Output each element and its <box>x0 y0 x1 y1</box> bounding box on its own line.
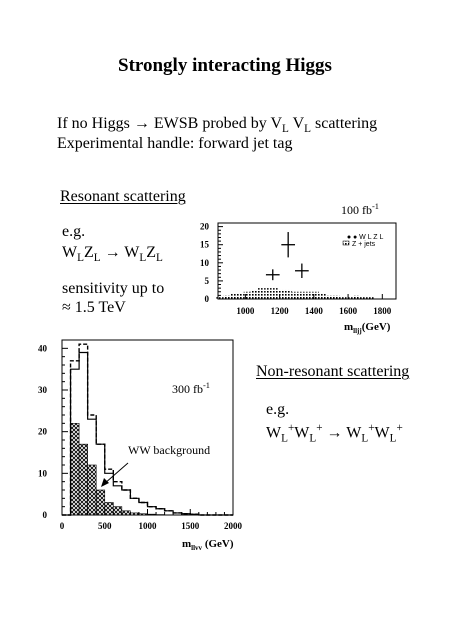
sensitivity-line-1: sensitivity up to <box>62 280 165 297</box>
nonresonant-heading: Non-resonant scattering <box>256 363 410 380</box>
x-tick-label: 500 <box>98 521 112 531</box>
superscript: + <box>368 422 375 434</box>
y-tick-label: 20 <box>38 426 47 437</box>
resonant-eg: e.g. <box>62 223 86 240</box>
x-tick-label: 1500 <box>181 521 200 531</box>
background-bin <box>96 490 105 515</box>
x-tick-label: 1800 <box>373 306 392 316</box>
ww-background-label: WW background <box>128 443 211 457</box>
background-bin <box>113 507 122 515</box>
x-axis-label: $m_{llvv}$ (GeV) <box>182 538 234 552</box>
arrow-symbol: → <box>104 244 121 261</box>
luminosity-label-300 <box>172 382 210 395</box>
legend-entry: ● W L Z L <box>353 234 384 241</box>
subscript: L <box>139 252 147 265</box>
subscript: L <box>282 123 289 136</box>
subscript: L <box>281 432 288 445</box>
reaction-part: W <box>124 244 140 261</box>
y-tick-label: 15 <box>200 239 209 250</box>
x-tick-label: 1000 <box>236 306 255 316</box>
x-tick-label: 0 <box>59 521 65 531</box>
y-tick-label: 5 <box>204 275 209 286</box>
reaction-part: W <box>346 424 362 442</box>
background-bin <box>105 503 114 516</box>
intro-text: EWSB probed by V <box>149 115 283 132</box>
intro-text: If no Higgs <box>57 115 130 132</box>
reaction-part: W <box>294 424 310 442</box>
subscript: L <box>309 432 317 445</box>
lumi-text: 100 fb <box>341 203 372 217</box>
nonresonant-reaction <box>266 423 403 445</box>
sensitivity-line-2: ≈ 1.5 TeV <box>62 299 126 316</box>
annotation-arrow-head <box>101 478 109 487</box>
x-tick-label: 1000 <box>138 521 157 531</box>
background-bin <box>79 444 88 515</box>
background-bin <box>71 423 80 515</box>
x-axis-label: $m_{lljj}(GeV)$ <box>344 321 391 335</box>
subscript: L <box>77 252 84 265</box>
reaction-part: W <box>62 244 78 261</box>
background-bin <box>122 511 131 515</box>
subscript: L <box>93 252 101 265</box>
subscript: L <box>361 432 369 445</box>
reaction-part: Z <box>83 244 94 261</box>
nonresonant-eg: e.g. <box>266 401 290 418</box>
lumi-exponent: -1 <box>372 202 379 211</box>
y-tick-label: 20 <box>200 221 209 232</box>
reaction-part: Z <box>146 244 157 261</box>
x-tick-label: 2000 <box>224 521 242 531</box>
subscript: L <box>304 123 311 136</box>
slide-title: Strongly interacting Higgs <box>118 55 332 76</box>
subscript: L <box>389 432 397 445</box>
y-tick-label: 40 <box>38 343 47 354</box>
arrow-symbol: → <box>326 424 343 442</box>
intro-line-2: Experimental handle: forward jet tag <box>57 135 293 152</box>
intro-text: V <box>288 115 305 132</box>
reaction-part: W <box>374 424 390 442</box>
subscript: L <box>156 252 163 265</box>
x-tick-label: 1200 <box>270 306 289 316</box>
y-tick-label: 10 <box>38 468 47 479</box>
resonant-heading: Resonant scattering <box>60 188 186 205</box>
legend-entry: Z + jets <box>352 241 376 248</box>
intro-text: scattering <box>310 115 378 132</box>
x-tick-label: 1600 <box>339 306 358 316</box>
superscript: + <box>396 422 403 434</box>
lumi-text: 300 fb <box>172 382 203 396</box>
y-tick-label: 0 <box>204 294 209 304</box>
y-tick-label: 30 <box>38 385 47 395</box>
background-bin <box>88 465 97 515</box>
superscript: + <box>287 422 295 434</box>
superscript: + <box>316 422 323 434</box>
reaction-part: W <box>266 424 282 442</box>
x-tick-label: 1400 <box>304 306 323 316</box>
arrow-symbol: → <box>133 115 150 132</box>
lumi-exponent: -1 <box>203 381 210 390</box>
y-tick-label: 10 <box>200 257 209 268</box>
y-tick-label: 0 <box>42 510 47 520</box>
